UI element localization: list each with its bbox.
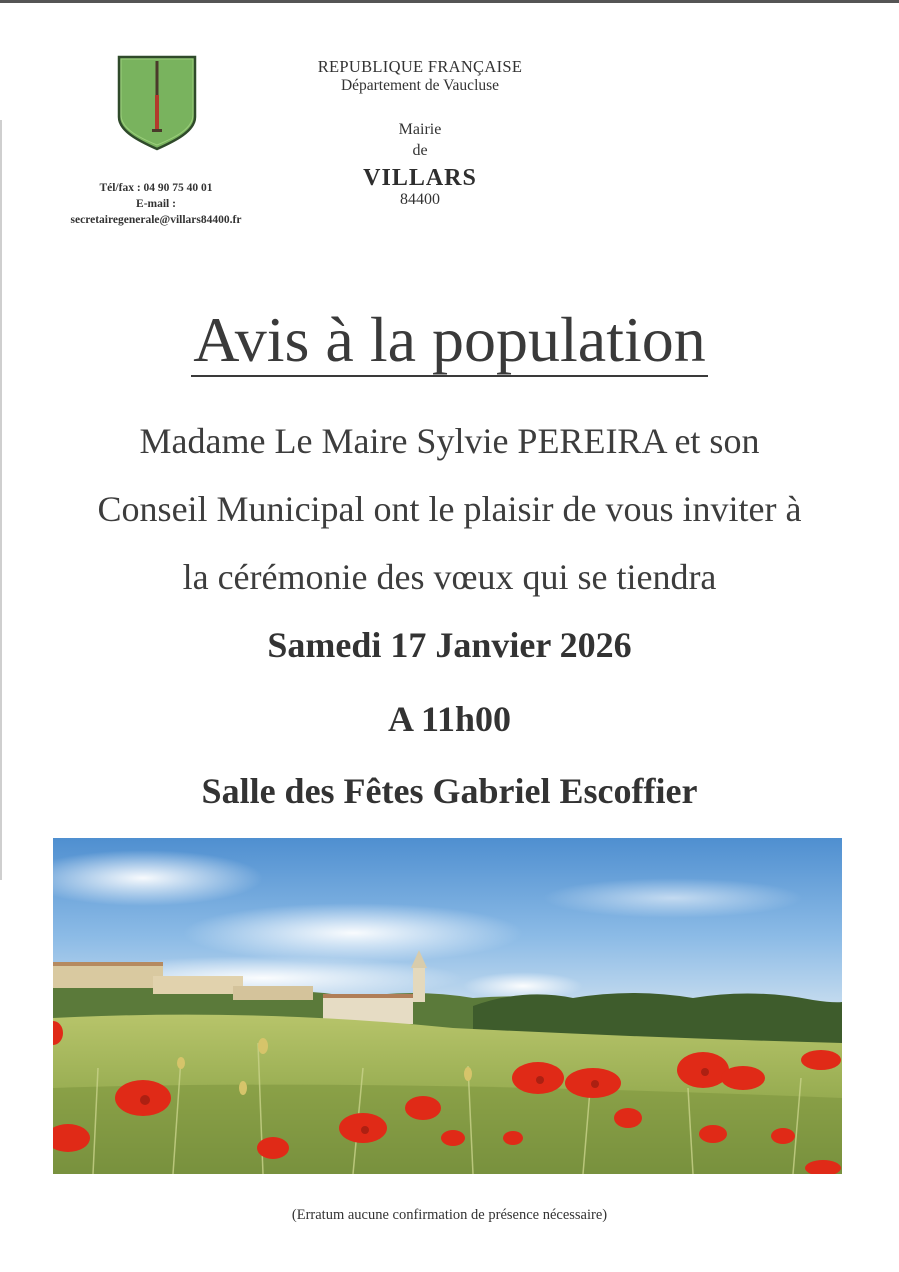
contact-block [40,180,272,228]
event-date: Samedi 17 Janvier 2026 [267,625,632,665]
postal-code: 84400 [400,191,440,208]
de-label: de [412,142,428,159]
town-name: VILLARS [363,165,477,191]
email-label: E-mail : [136,198,176,210]
erratum-note: (Erratum aucune confirmation de présence nécessaire) [291,1207,608,1223]
republic-name: REPUBLIQUE FRANÇAISE [317,57,523,76]
event-time: A 11h00 [387,699,512,739]
mairie-block [340,119,500,208]
invitation-line-2: Conseil Municipal ont le plaisir de vous inviter à [97,489,802,529]
village-poppy-field-photo [53,838,842,1174]
top-border [0,0,899,3]
department-name: Département de Vaucluse [340,77,500,94]
invitation-line-1: Madame Le Maire Sylvie PEREIRA et son [139,421,760,461]
phone-fax: Tél/fax : 04 90 75 40 01 [99,182,213,194]
mairie-label: Mairie [398,121,442,138]
event-venue: Salle des Fêtes Gabriel Escoffier [201,771,698,811]
email-address[interactable]: secretairegenerale@villars84400.fr [70,214,242,226]
republic-header [280,57,560,95]
notice-title-wrap [0,300,899,380]
coat-of-arms-icon [117,55,197,151]
invitation-line-3: la cérémonie des vœux qui se tiendra [182,557,717,597]
notice-title: Avis à la population [193,304,706,375]
